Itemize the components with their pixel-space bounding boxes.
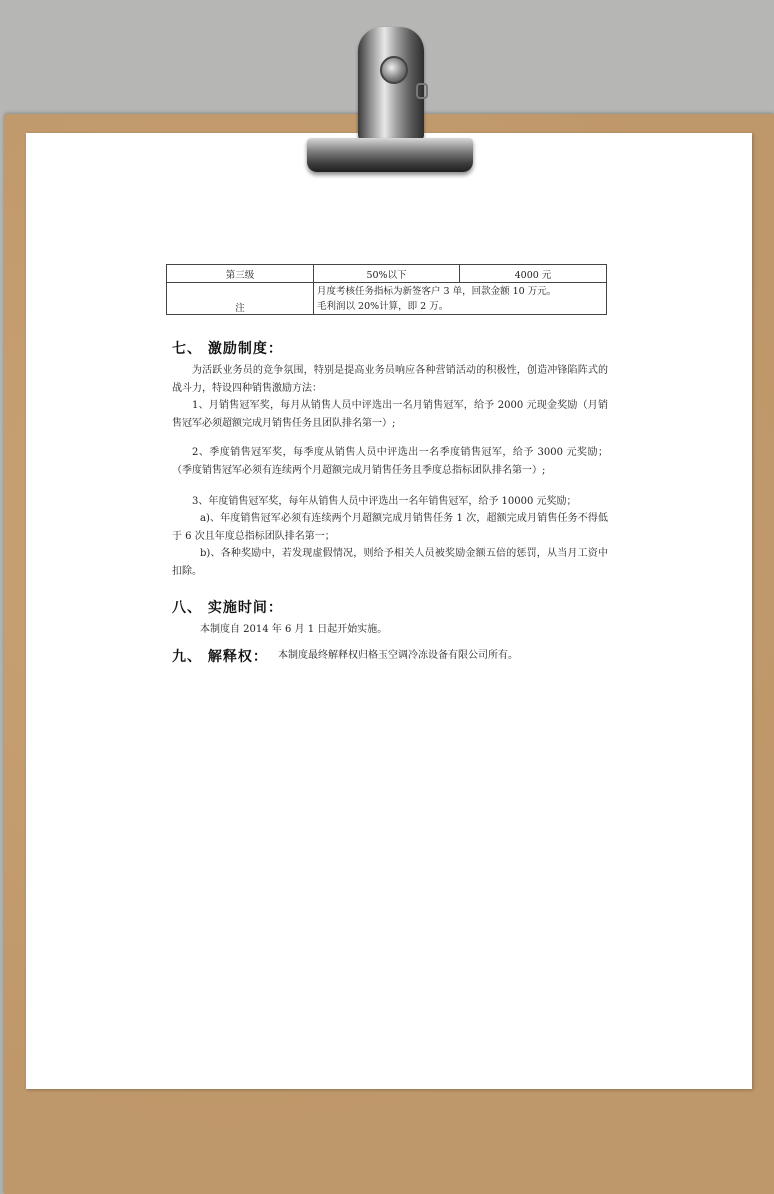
note-line: 毛利润以 20%计算，即 2 万。 <box>317 300 449 312</box>
note-line: 月度考核任务指标为新签客户 3 单，回款金额 10 万元。 <box>317 285 557 297</box>
section-7-item-2: 2、季度销售冠军奖，每季度从销售人员中评选出一名季度销售冠军，给予 3000 元奖励； （季度销售冠军必须有连续两个月超额完成月销售任务且季度总指标团队排名第一）; <box>172 447 608 476</box>
table-row <box>167 283 607 315</box>
section-8-heading: 八、 实施时间： <box>172 600 283 616</box>
commission-table <box>166 264 607 315</box>
section-7-item-3: 3、年度销售冠军奖，每年从销售人员中评选出一名年销售冠军，给予 10000 元奖励； <box>192 496 577 507</box>
section-7-heading: 七、 激励制度： <box>172 341 283 357</box>
binder-clip-icon <box>358 27 424 141</box>
table-cell: 50%以下 <box>314 265 460 283</box>
section-9-heading: 九、 解释权： <box>172 649 268 665</box>
table-cell: 第三级 <box>167 265 314 283</box>
clip-hook-icon <box>416 83 428 99</box>
clip-rivet-icon <box>380 56 408 84</box>
section-7-item-3b: b)、各种奖励中，若发现虚假情况，则给予相关人员被奖励金额五倍的惩罚，从当月工资中扣除。 <box>172 548 608 577</box>
note-text <box>314 283 607 315</box>
section-9-text: 本制度最终解释权归格玉空调冷冻设备有限公司所有。 <box>278 650 518 661</box>
section-8-text: 本制度自 2014 年 6 月 1 日起开始实施。 <box>200 624 388 635</box>
section-7-item-3a: a)、年度销售冠军必须有连续两个月超额完成月销售任务 1 次，超额完成月销售任务不得低于 6 次且年度总指标团队排名第一； <box>172 513 608 542</box>
note-label: 注 <box>167 283 314 315</box>
table-row <box>167 265 607 283</box>
section-7-intro: 为活跃业务员的竞争氛围，特别是提高业务员响应各种营销活动的积极性，创造冲锋陷阵式的战斗力，特设四种销售激励方法： <box>172 365 608 394</box>
section-7-item-1: 1、月销售冠军奖，每月从销售人员中评选出一名月销售冠军，给予 2000 元现金奖励（月销售冠军必须超额完成月销售任务且团队排名第一）; <box>172 400 608 429</box>
clip-jaw-icon <box>307 138 473 172</box>
table-cell: 4000 元 <box>460 265 607 283</box>
